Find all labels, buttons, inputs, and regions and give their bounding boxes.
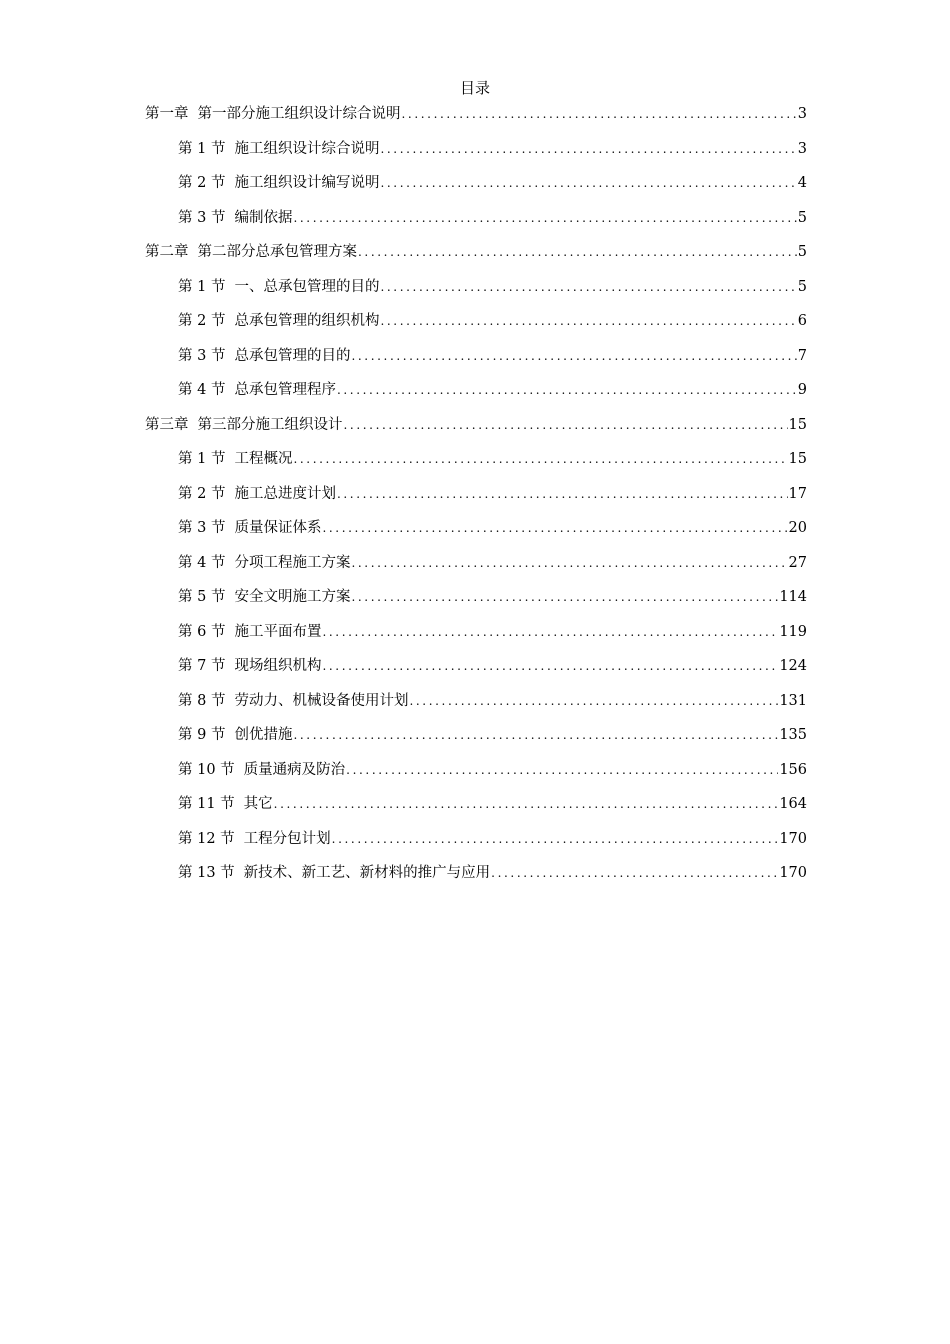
toc-entry-label: 第 5 节 <box>178 589 226 605</box>
toc-entry-section[interactable] <box>145 655 807 690</box>
toc-entry-title: 质量通病及防治 <box>243 761 346 778</box>
toc-entry-title: 第二部分总承包管理方案 <box>197 244 357 260</box>
toc-entry-section[interactable] <box>145 345 807 380</box>
toc-entry-chapter-2[interactable] <box>145 241 807 276</box>
toc-entry-page: 156 <box>779 761 807 778</box>
toc-entry-title: 施工平面布置 <box>234 623 322 640</box>
toc-entry-page: 4 <box>797 175 807 191</box>
toc-dot-leader <box>346 759 778 781</box>
toc-entry-label: 第 9 节 <box>178 727 226 743</box>
toc-list <box>145 103 807 897</box>
toc-dot-leader <box>351 552 787 574</box>
toc-entry-label: 第 12 节 <box>178 830 235 847</box>
toc-entry-section[interactable] <box>145 172 807 207</box>
toc-dot-leader <box>351 586 778 608</box>
toc-entry-page: 170 <box>779 865 807 881</box>
toc-entry-label: 第 2 节 <box>178 313 226 329</box>
toc-entry-page: 114 <box>779 589 807 605</box>
toc-dot-leader <box>491 862 778 884</box>
toc-dot-leader <box>322 655 778 677</box>
toc-entry-title: 施工组织设计编写说明 <box>234 175 380 191</box>
toc-entry-section[interactable] <box>145 828 807 863</box>
toc-entry-title: 其它 <box>243 796 273 812</box>
toc-entry-title: 质量保证体系 <box>234 520 322 536</box>
toc-entry-section[interactable] <box>145 793 807 828</box>
toc-entry-page: 9 <box>797 382 807 398</box>
toc-entry-page: 5 <box>797 244 807 260</box>
toc-dot-leader <box>402 103 797 125</box>
toc-entry-label: 第 1 节 <box>178 278 226 295</box>
toc-dot-leader <box>337 379 797 401</box>
toc-entry-page: 119 <box>779 623 807 640</box>
toc-entry-section[interactable] <box>145 310 807 345</box>
toc-entry-label: 第 4 节 <box>178 554 226 571</box>
toc-dot-leader <box>332 828 779 850</box>
toc-entry-section[interactable] <box>145 759 807 794</box>
toc-entry-page: 15 <box>788 416 807 433</box>
toc-entry-title: 创优措施 <box>234 727 293 743</box>
toc-dot-leader <box>358 241 797 263</box>
toc-entry-page: 164 <box>779 796 807 812</box>
toc-entry-page: 6 <box>797 313 807 329</box>
toc-entry-label: 第 11 节 <box>178 796 235 812</box>
toc-dot-leader <box>380 172 796 194</box>
toc-title: 目录 <box>459 79 490 97</box>
toc-entry-label: 第 6 节 <box>178 623 226 640</box>
toc-entry-title: 安全文明施工方案 <box>234 589 351 605</box>
toc-entry-page: 170 <box>779 830 807 847</box>
toc-entry-section[interactable] <box>145 138 807 173</box>
toc-dot-leader <box>409 690 778 712</box>
toc-entry-title: 工程分包计划 <box>243 830 331 847</box>
toc-entry-section[interactable] <box>145 552 807 587</box>
toc-entry-title: 第三部分施工组织设计 <box>197 416 343 433</box>
toc-entry-title: 施工总进度计划 <box>234 485 336 502</box>
toc-entry-title: 总承包管理程序 <box>234 382 336 398</box>
toc-dot-leader <box>293 724 778 746</box>
toc-entry-page: 7 <box>797 347 807 364</box>
toc-entry-section[interactable] <box>145 207 807 242</box>
toc-entry-section[interactable] <box>145 586 807 621</box>
toc-entry-page: 131 <box>779 692 807 709</box>
toc-dot-leader <box>322 517 787 539</box>
toc-entry-page: 17 <box>788 485 807 502</box>
toc-entry-title: 施工组织设计综合说明 <box>234 140 380 157</box>
toc-entry-page: 15 <box>788 451 807 467</box>
toc-dot-leader <box>344 414 788 436</box>
toc-entry-label: 第 2 节 <box>178 175 226 191</box>
toc-entry-title: 工程概况 <box>234 451 293 467</box>
toc-dot-leader <box>322 621 778 643</box>
toc-entry-chapter-1[interactable] <box>145 103 807 138</box>
toc-dot-leader <box>351 345 796 367</box>
toc-entry-label: 第 3 节 <box>178 520 226 536</box>
toc-entry-section[interactable] <box>145 517 807 552</box>
toc-entry-label: 第三章 <box>145 416 189 433</box>
toc-entry-page: 20 <box>788 520 807 536</box>
toc-dot-leader <box>293 207 796 229</box>
toc-entry-title: 新技术、新工艺、新材料的推广与应用 <box>243 865 491 881</box>
toc-entry-page: 3 <box>797 106 807 122</box>
toc-entry-label: 第 3 节 <box>178 347 226 364</box>
toc-entry-page: 5 <box>797 278 807 295</box>
toc-dot-leader <box>274 793 779 815</box>
toc-entry-section[interactable] <box>145 483 807 518</box>
toc-entry-label: 第 10 节 <box>178 761 235 778</box>
toc-entry-label: 第二章 <box>145 244 189 260</box>
toc-entry-page: 124 <box>779 658 807 674</box>
toc-entry-label: 第 7 节 <box>178 658 226 674</box>
toc-entry-page: 27 <box>788 554 807 571</box>
toc-entry-section[interactable] <box>145 276 807 311</box>
toc-entry-title: 编制依据 <box>234 209 293 226</box>
toc-entry-title: 现场组织机构 <box>234 658 322 674</box>
toc-entry-section[interactable] <box>145 690 807 725</box>
toc-dot-leader <box>380 138 796 160</box>
toc-entry-section[interactable] <box>145 448 807 483</box>
toc-entry-title: 第一部分施工组织设计综合说明 <box>197 106 401 122</box>
toc-entry-section[interactable] <box>145 621 807 656</box>
toc-entry-page: 5 <box>797 209 807 226</box>
toc-entry-page: 3 <box>797 140 807 157</box>
toc-entry-label: 第 2 节 <box>178 485 226 502</box>
toc-entry-title: 分项工程施工方案 <box>234 554 351 571</box>
toc-entry-label: 第 1 节 <box>178 140 226 157</box>
toc-entry-title: 总承包管理的目的 <box>234 347 351 364</box>
toc-entry-page: 135 <box>779 727 807 743</box>
toc-entry-label: 第 8 节 <box>178 692 226 709</box>
toc-entry-section[interactable] <box>145 379 807 414</box>
toc-entry-label: 第 4 节 <box>178 382 226 398</box>
toc-entry-section[interactable] <box>145 862 807 897</box>
toc-entry-title: 劳动力、机械设备使用计划 <box>234 692 409 709</box>
toc-entry-label: 第一章 <box>145 106 189 122</box>
toc-dot-leader <box>380 310 796 332</box>
toc-entry-section[interactable] <box>145 724 807 759</box>
toc-entry-label: 第 1 节 <box>178 451 226 467</box>
toc-dot-leader <box>337 483 788 505</box>
toc-entry-chapter-3[interactable] <box>145 414 807 449</box>
toc-entry-title: 总承包管理的组织机构 <box>234 313 380 329</box>
toc-dot-leader <box>293 448 787 470</box>
toc-entry-label: 第 3 节 <box>178 209 226 226</box>
toc-entry-label: 第 13 节 <box>178 865 235 881</box>
toc-dot-leader <box>380 276 796 298</box>
toc-entry-title: 一、总承包管理的目的 <box>234 278 380 295</box>
